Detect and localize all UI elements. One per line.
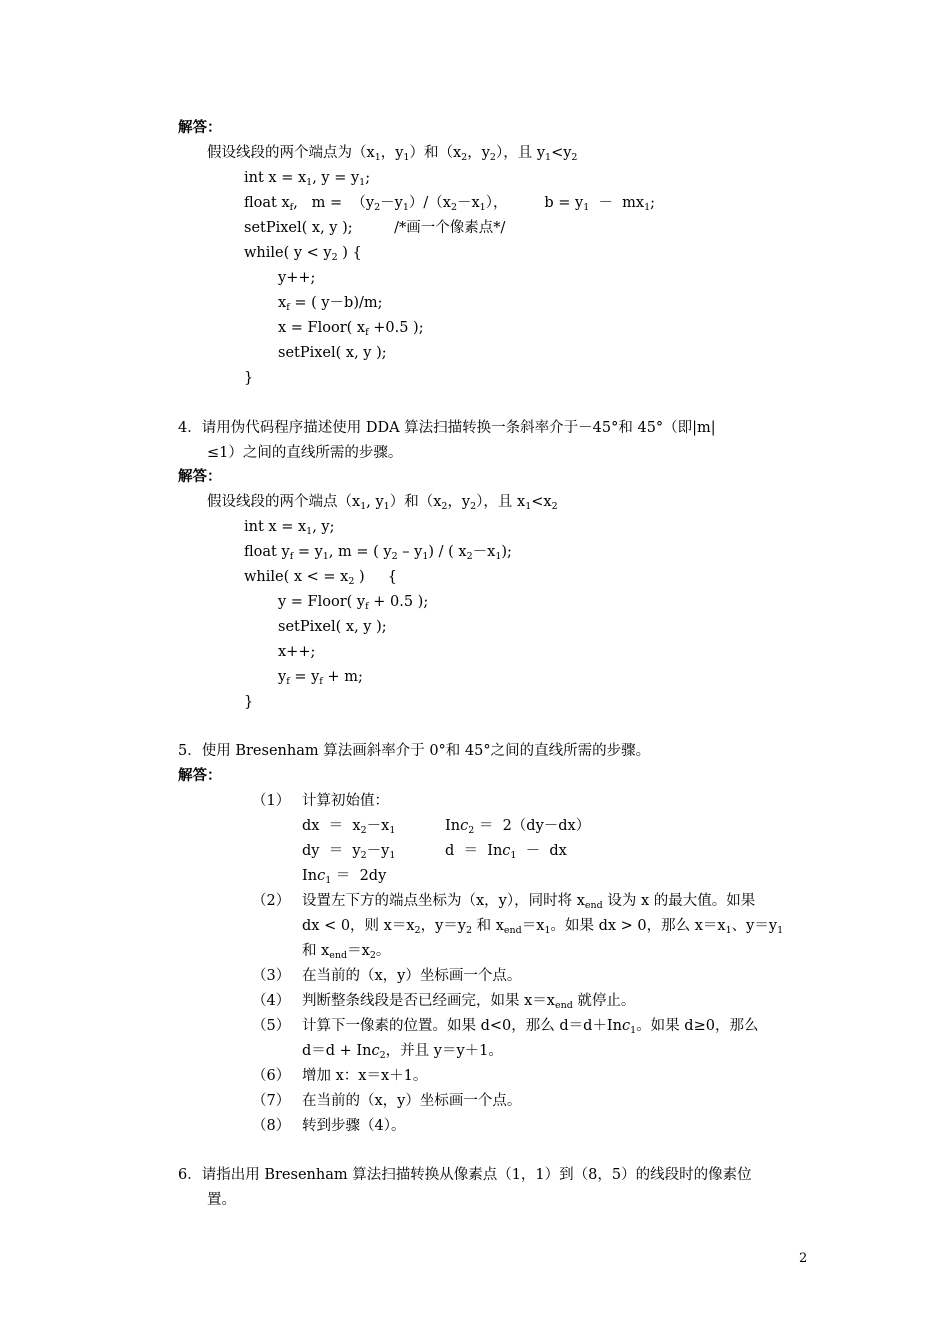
ans3-label: 解答： bbox=[178, 119, 222, 136]
ans3-code-3: setPixel( x, y ); /*画一个像素点*/ bbox=[244, 220, 506, 236]
s6-text: 增加 x：x＝x＋1。 bbox=[302, 1068, 428, 1084]
ans3-code-5: y++; bbox=[278, 270, 316, 286]
ans3-code-6: $x_f$ = ( y－b)/m; bbox=[278, 295, 383, 313]
s5-num: （5） bbox=[252, 1018, 291, 1034]
ans3-code-8: setPixel( x, y ); bbox=[278, 345, 387, 361]
ans3-code-9: } bbox=[244, 370, 254, 386]
ans3-code-4: while( $y < y_2$ ) { bbox=[244, 245, 362, 263]
ans4-code-4: y = Floor( $y_f + 0.5$ ); bbox=[278, 594, 429, 612]
q4-line2: ≤1）之间的直线所需的步骤。 bbox=[207, 445, 403, 461]
ans5-label: 解答： bbox=[178, 767, 222, 784]
s8-text: 转到步骤（4）。 bbox=[302, 1118, 406, 1134]
q6-line2: 置。 bbox=[207, 1192, 236, 1208]
ans4-code-7: $y_f = y_f + m$; bbox=[278, 669, 363, 687]
s2-num: （2） bbox=[252, 893, 291, 909]
s7-text: 在当前的（x，y）坐标画一个点。 bbox=[302, 1093, 522, 1109]
ans3-assume: 假设线段的两个端点为（$x_1$，$y_1$）和（$x_2$，$y_2$），且 $y_1<y_2$ bbox=[207, 145, 578, 163]
s2-text3: 和 $x_{end}=x_2$。 bbox=[302, 943, 391, 961]
ans4-code-8: } bbox=[244, 694, 254, 710]
q6-line1: 6．请指出用 Bresenham 算法扫描转换从像素点（1，1）到（8，5）的线段时的像素位 bbox=[178, 1167, 752, 1183]
ans4-code-3: while( x < = $x_2$ ) { bbox=[244, 569, 397, 587]
ans4-assume: 假设线段的两个端点（$x_1$, $y_1$）和（$x_2$，$y_2$），且 $x_1<x_2$ bbox=[207, 494, 558, 512]
s8-num: （8） bbox=[252, 1118, 291, 1134]
ans4-code-2: float $y_f = y_1$, m = ( $y_2 - y_1$) / ( $x_2-x_1$); bbox=[244, 544, 512, 562]
s1-d: d ＝ Inc$_1$ － dx bbox=[445, 843, 567, 861]
ans4-code-1: int $x = x_1$, y; bbox=[244, 519, 335, 537]
s3-num: （3） bbox=[252, 968, 291, 984]
ans4-label: 解答： bbox=[178, 468, 222, 485]
s5-text1: 计算下一像素的位置。如果 d<0，那么 d＝d＋Inc$_1$。如果 d≥0，那么 bbox=[302, 1018, 759, 1036]
ans3-code-2: float $x_f$, $m = (y_2-y_1)/(x_2-x_1)$， $b = y_1 - mx_1$; bbox=[244, 195, 656, 213]
s7-num: （7） bbox=[252, 1093, 291, 1109]
s1-text: 计算初始值： bbox=[302, 793, 389, 809]
s1-inc1: Inc$_1$ ＝ 2dy bbox=[302, 868, 387, 886]
q5-line1: 5．使用 Bresenham 算法画斜率介于 0°和 45°之间的直线所需的步骤。 bbox=[178, 743, 651, 759]
s4-num: （4） bbox=[252, 993, 291, 1009]
ans4-code-6: x++; bbox=[278, 644, 316, 660]
s1-num: （1） bbox=[252, 793, 291, 809]
s4-text: 判断整条线段是否已经画完，如果 $x=x_{end}$ 就停止。 bbox=[302, 993, 636, 1011]
s6-num: （6） bbox=[252, 1068, 291, 1084]
s1-dx: dx ＝ $x_2-x_1$ bbox=[302, 818, 396, 836]
page-number: 2 bbox=[799, 1251, 808, 1266]
s2-text1: 设置左下方的端点坐标为（x，y），同时将 $x_{end}$ 设为 x 的最大值。如果 bbox=[302, 893, 756, 911]
ans3-code-1: int $x = x_1$, $y = y_1$; bbox=[244, 170, 371, 188]
s1-dy: dy ＝ $y_2-y_1$ bbox=[302, 843, 396, 861]
s3-text: 在当前的（x，y）坐标画一个点。 bbox=[302, 968, 522, 984]
q4-line1: 4．请用伪代码程序描述使用 DDA 算法扫描转换一条斜率介于－45°和 45°（即|m| bbox=[178, 420, 716, 436]
s1-inc2: Inc$_2$ ＝ 2（dy－dx） bbox=[445, 818, 591, 836]
ans3-code-7: x = Floor( $x_f +0.5$ ); bbox=[278, 320, 424, 338]
s5-text2: d＝d + Inc$_2$，并且 y＝y＋1。 bbox=[302, 1043, 503, 1061]
ans4-code-5: setPixel( x, y ); bbox=[278, 619, 387, 635]
s2-text2: dx < 0，则 $x=x_2$，$y=y_2$ 和 $x_{end}=x_1$。如果 dx > 0，那么 $x=x_1$、$y=y_1$ bbox=[302, 918, 784, 936]
